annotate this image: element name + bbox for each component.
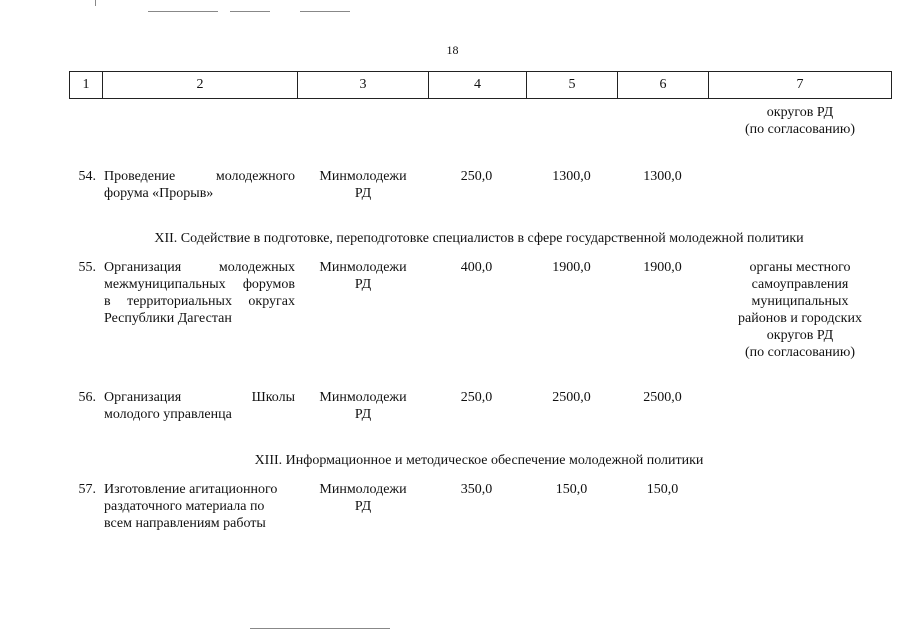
header-col-7: 7 [796, 77, 804, 92]
row-57-org: Минмолодежи РД [319, 482, 407, 514]
scan-artifact [148, 11, 218, 12]
row-55-executor: органы местного самоуправления муниципальных районов и городских округов РД (по согласованию) [738, 260, 862, 360]
header-col-3: 3 [359, 77, 367, 92]
header-col-2: 2 [196, 77, 204, 92]
row-57-col6: 150,0 [646, 482, 679, 497]
row-56-col4: 250,0 [460, 390, 493, 405]
row-56-name: Организация Школы молодого управленца [104, 390, 295, 422]
header-divider [891, 71, 892, 99]
page-number: 18 [446, 43, 459, 57]
row-55-col4: 400,0 [460, 260, 493, 275]
section-13-title: XIII. Информационное и методическое обеспечение молодежной политики [254, 453, 704, 468]
scan-artifact [230, 11, 270, 12]
row-57-name: Изготовление агитационного раздаточного материала по всем направлениям работы [104, 482, 278, 531]
row-54-name: Проведение молодежного форума «Прорыв» [104, 169, 295, 201]
row-54-col5: 1300,0 [552, 169, 591, 184]
row-56-col6: 2500,0 [643, 390, 682, 405]
row-55-org: Минмолодежи РД [319, 260, 407, 292]
scan-artifact [250, 628, 390, 629]
row-55-col5: 1900,0 [552, 260, 591, 275]
continuation-executor: округов РД (по согласованию) [744, 105, 856, 137]
row-56-org: Минмолодежи РД [319, 390, 407, 422]
header-col-6: 6 [659, 77, 667, 92]
row-56-number: 56. [78, 390, 96, 405]
row-55-number: 55. [78, 260, 96, 275]
header-col-4: 4 [474, 77, 481, 92]
row-57-col4: 350,0 [460, 482, 493, 497]
row-55-col6: 1900,0 [643, 260, 682, 275]
header-col-1: 1 [82, 77, 90, 92]
section-12-title: XII. Содействие в подготовке, переподготовке специалистов в сфере государственной молодежной политики [154, 231, 804, 246]
header-col-5: 5 [568, 77, 576, 92]
row-57-col5: 150,0 [555, 482, 588, 497]
row-56-col5: 2500,0 [552, 390, 591, 405]
row-55-name: Организация молодежных межмуниципальных форумов в территориальных округах Республики Дагестан [104, 260, 295, 326]
row-54-col4: 250,0 [460, 169, 493, 184]
scan-artifact [95, 0, 96, 6]
scan-artifact [300, 11, 350, 12]
row-54-org: Минмолодежи РД [319, 169, 407, 201]
row-54-number: 54. [78, 169, 96, 184]
row-54-col6: 1300,0 [643, 169, 682, 184]
row-57-number: 57. [78, 482, 96, 497]
